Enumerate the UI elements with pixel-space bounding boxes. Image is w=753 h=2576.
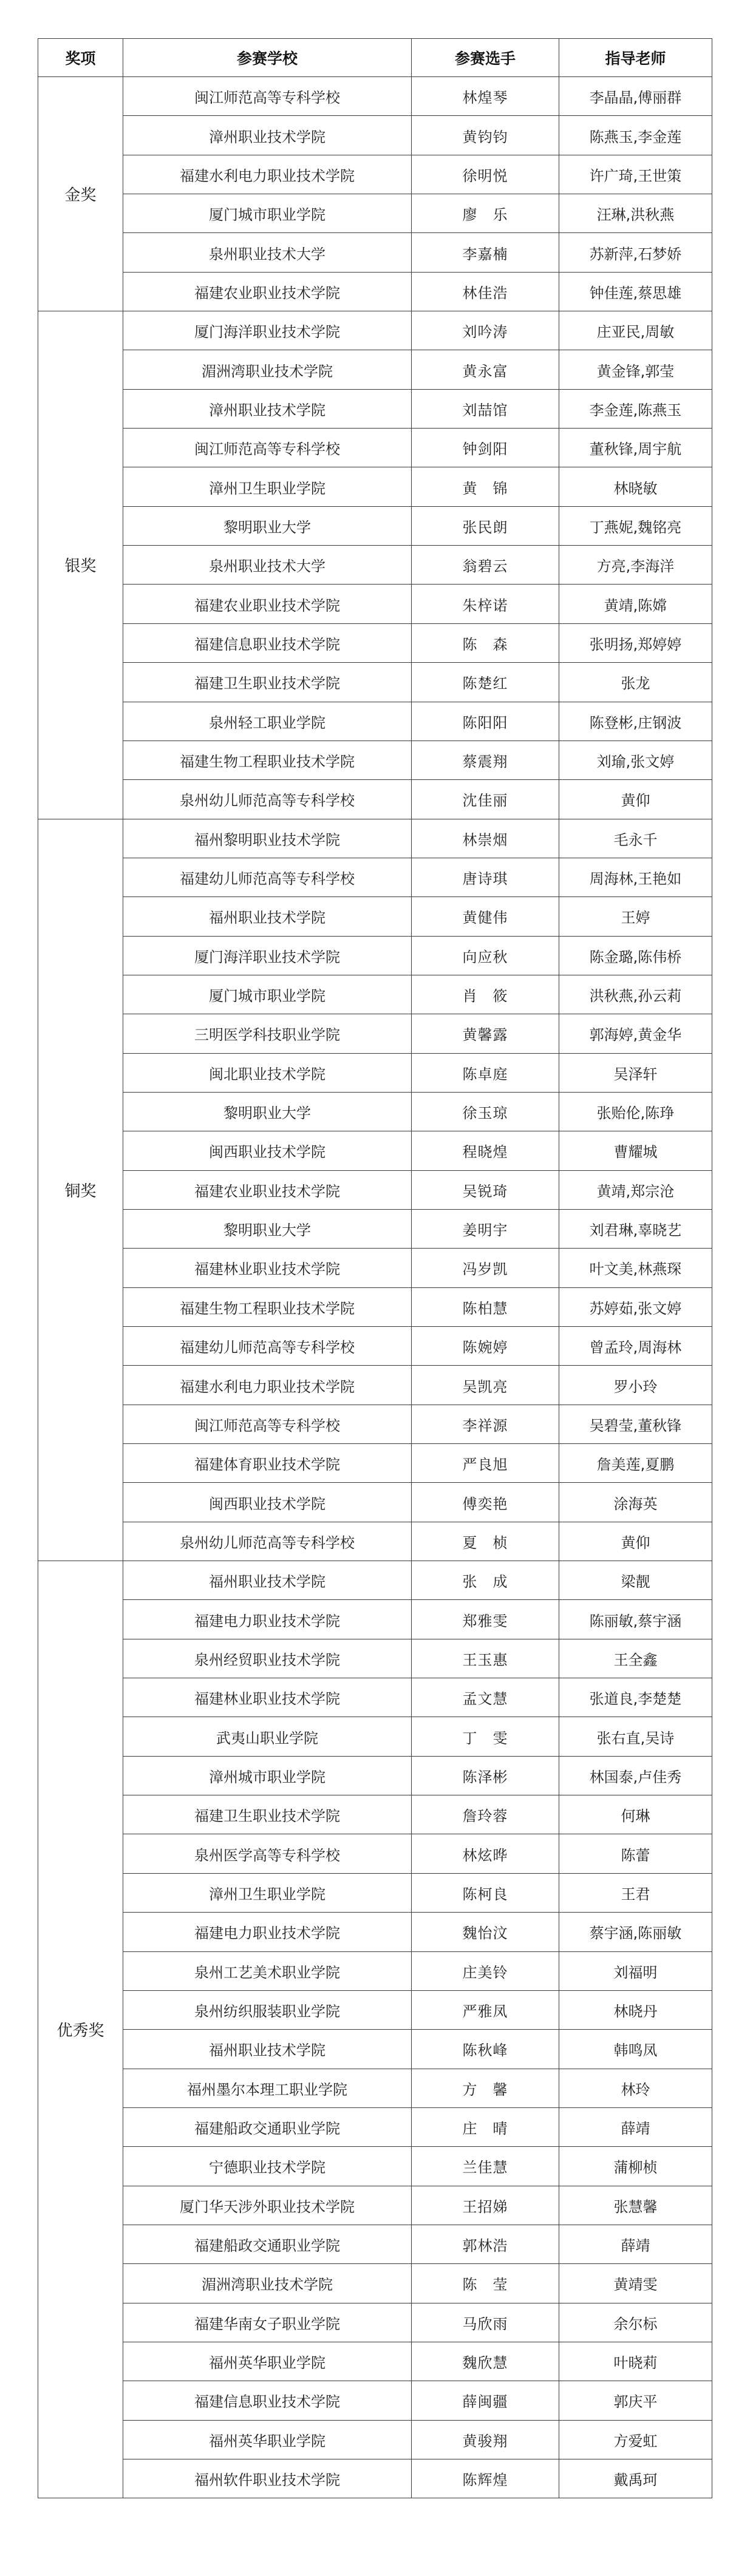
school-cell: 厦门城市职业学院 <box>123 194 412 233</box>
teacher-cell: 林晓敏 <box>559 467 712 506</box>
school-cell: 福州职业技术学院 <box>123 897 412 936</box>
teacher-cell: 庄亚民,周敏 <box>559 311 712 350</box>
table-row <box>38 858 712 897</box>
teacher-cell: 薛靖 <box>559 2107 712 2146</box>
student-cell: 林炫晔 <box>412 1834 559 1873</box>
table-row <box>38 2030 712 2069</box>
teacher-cell: 方亮,李海洋 <box>559 546 712 585</box>
school-cell: 福州软件职业技术学院 <box>123 2459 412 2498</box>
student-cell: 黄馨露 <box>412 1014 559 1053</box>
table-row <box>38 936 712 975</box>
school-cell: 漳州城市职业学院 <box>123 1756 412 1795</box>
student-cell: 孟文慧 <box>412 1678 559 1717</box>
student-cell: 陈楚红 <box>412 663 559 702</box>
table-row <box>38 819 712 858</box>
student-cell: 林煌琴 <box>412 77 559 116</box>
table-row <box>38 2107 712 2146</box>
school-cell: 福建农业职业技术学院 <box>123 272 412 311</box>
table-row <box>38 623 712 662</box>
teacher-cell: 张慧馨 <box>559 2186 712 2225</box>
teacher-cell: 黄靖,陈嫦 <box>559 585 712 623</box>
table-row <box>38 429 712 467</box>
teacher-cell: 张道良,李楚楚 <box>559 1678 712 1717</box>
school-cell: 福建体育职业技术学院 <box>123 1444 412 1483</box>
teacher-cell: 王婷 <box>559 897 712 936</box>
student-cell: 钟剑阳 <box>412 429 559 467</box>
school-cell: 宁德职业技术学院 <box>123 2147 412 2186</box>
student-cell: 方 馨 <box>412 2069 559 2107</box>
table-row <box>38 1209 712 1248</box>
teacher-cell: 董秋锋,周宇航 <box>559 429 712 467</box>
table-row <box>38 1444 712 1483</box>
table-row <box>38 1756 712 1795</box>
teacher-cell: 陈金璐,陈伟桥 <box>559 936 712 975</box>
table-row <box>38 1014 712 1053</box>
student-cell: 吴凯亮 <box>412 1366 559 1405</box>
table-row <box>38 1795 712 1834</box>
school-cell: 福建生物工程职业技术学院 <box>123 1287 412 1326</box>
teacher-cell: 丁燕妮,魏铭亮 <box>559 506 712 545</box>
teacher-cell: 张龙 <box>559 663 712 702</box>
header-row <box>38 39 712 77</box>
teacher-cell: 黄仰 <box>559 780 712 819</box>
student-cell: 李嘉楠 <box>412 233 559 272</box>
student-cell: 吴锐琦 <box>412 1170 559 1209</box>
school-cell: 福建生物工程职业技术学院 <box>123 741 412 779</box>
teacher-cell: 陈丽敏,蔡宇涵 <box>559 1600 712 1639</box>
table-row <box>38 1131 712 1170</box>
school-cell: 福建农业职业技术学院 <box>123 585 412 623</box>
teacher-cell: 罗小玲 <box>559 1366 712 1405</box>
student-cell: 薛闽疆 <box>412 2381 559 2420</box>
school-cell: 福建农业职业技术学院 <box>123 1170 412 1209</box>
table-row <box>38 1717 712 1756</box>
table-row <box>38 2342 712 2381</box>
student-cell: 冯岁凯 <box>412 1249 559 1287</box>
student-cell: 姜明宇 <box>412 1209 559 1248</box>
student-cell: 徐玉琼 <box>412 1092 559 1131</box>
prize-level-cell: 银奖 <box>38 311 123 819</box>
table-body <box>38 77 712 2498</box>
school-cell: 福建幼儿师范高等专科学校 <box>123 1327 412 1366</box>
school-cell: 闽江师范高等专科学校 <box>123 429 412 467</box>
table-row <box>38 2381 712 2420</box>
table-row <box>38 194 712 233</box>
table-row <box>38 506 712 545</box>
student-cell: 严良旭 <box>412 1444 559 1483</box>
student-cell: 李祥源 <box>412 1405 559 1443</box>
teacher-cell: 韩鸣凤 <box>559 2030 712 2069</box>
school-cell: 闽北职业技术学院 <box>123 1053 412 1092</box>
student-cell: 黄骏翔 <box>412 2420 559 2459</box>
student-cell: 蔡震翔 <box>412 741 559 779</box>
teacher-cell: 黄靖雯 <box>559 2264 712 2303</box>
school-cell: 漳州卫生职业学院 <box>123 467 412 506</box>
student-cell: 丁 雯 <box>412 1717 559 1756</box>
table-row <box>38 1522 712 1561</box>
student-cell: 黄钧钧 <box>412 116 559 155</box>
teacher-cell: 涂海英 <box>559 1483 712 1522</box>
table-row <box>38 975 712 1014</box>
student-cell: 陈秋峰 <box>412 2030 559 2069</box>
table-row <box>38 702 712 741</box>
award-table <box>38 38 712 2498</box>
school-cell: 福州英华职业学院 <box>123 2342 412 2381</box>
school-cell: 福建船政交通职业学院 <box>123 2107 412 2146</box>
teacher-cell: 苏婷茹,张文婷 <box>559 1287 712 1326</box>
teacher-cell: 毛永千 <box>559 819 712 858</box>
teacher-cell: 刘福明 <box>559 1951 712 1990</box>
student-cell: 陈婉婷 <box>412 1327 559 1366</box>
school-cell: 福建船政交通职业学院 <box>123 2225 412 2263</box>
school-cell: 泉州职业技术大学 <box>123 546 412 585</box>
school-cell: 泉州医学高等专科学校 <box>123 1834 412 1873</box>
school-cell: 泉州经贸职业技术学院 <box>123 1639 412 1678</box>
school-cell: 福建华南女子职业学院 <box>123 2303 412 2342</box>
table-row <box>38 2264 712 2303</box>
student-cell: 魏怡汶 <box>412 1913 559 1951</box>
teacher-cell: 钟佳莲,蔡思雄 <box>559 272 712 311</box>
table-row <box>38 311 712 350</box>
student-cell: 夏 桢 <box>412 1522 559 1561</box>
table-row <box>38 1678 712 1717</box>
table-row <box>38 897 712 936</box>
school-cell: 福建卫生职业技术学院 <box>123 1795 412 1834</box>
table-header <box>38 39 712 77</box>
student-cell: 郑雅雯 <box>412 1600 559 1639</box>
school-cell: 泉州幼儿师范高等专科学校 <box>123 780 412 819</box>
header-school: 参赛学校 <box>123 39 412 77</box>
student-cell: 兰佳慧 <box>412 2147 559 2186</box>
school-cell: 福州英华职业学院 <box>123 2420 412 2459</box>
school-cell: 黎明职业大学 <box>123 1209 412 1248</box>
teacher-cell: 方爱虹 <box>559 2420 712 2459</box>
school-cell: 漳州职业技术学院 <box>123 389 412 428</box>
student-cell: 魏欣慧 <box>412 2342 559 2381</box>
student-cell: 黄永富 <box>412 350 559 389</box>
school-cell: 厦门海洋职业技术学院 <box>123 936 412 975</box>
teacher-cell: 张明扬,郑婷婷 <box>559 623 712 662</box>
school-cell: 福建电力职业技术学院 <box>123 1913 412 1951</box>
school-cell: 黎明职业大学 <box>123 506 412 545</box>
student-cell: 郭林浩 <box>412 2225 559 2263</box>
school-cell: 湄洲湾职业技术学院 <box>123 2264 412 2303</box>
table-row <box>38 116 712 155</box>
table-row <box>38 389 712 428</box>
school-cell: 泉州工艺美术职业学院 <box>123 1951 412 1990</box>
student-cell: 黄健伟 <box>412 897 559 936</box>
teacher-cell: 曾孟玲,周海林 <box>559 1327 712 1366</box>
table-row <box>38 2420 712 2459</box>
student-cell: 张民朗 <box>412 506 559 545</box>
student-cell: 张 成 <box>412 1561 559 1600</box>
table-row <box>38 546 712 585</box>
school-cell: 闽西职业技术学院 <box>123 1131 412 1170</box>
table-row <box>38 2147 712 2186</box>
school-cell: 福建林业职业技术学院 <box>123 1249 412 1287</box>
student-cell: 詹玲蓉 <box>412 1795 559 1834</box>
school-cell: 福州黎明职业技术学院 <box>123 819 412 858</box>
table-row <box>38 272 712 311</box>
teacher-cell: 陈燕玉,李金莲 <box>559 116 712 155</box>
school-cell: 武夷山职业学院 <box>123 1717 412 1756</box>
student-cell: 王玉惠 <box>412 1639 559 1678</box>
school-cell: 福建林业职业技术学院 <box>123 1678 412 1717</box>
teacher-cell: 曹耀城 <box>559 1131 712 1170</box>
school-cell: 漳州职业技术学院 <box>123 116 412 155</box>
teacher-cell: 李晶晶,傅丽群 <box>559 77 712 116</box>
table-row <box>38 1873 712 1912</box>
student-cell: 肖 筱 <box>412 975 559 1014</box>
teacher-cell: 吴泽轩 <box>559 1053 712 1092</box>
school-cell: 闽西职业技术学院 <box>123 1483 412 1522</box>
school-cell: 福建水利电力职业技术学院 <box>123 155 412 194</box>
student-cell: 王招娣 <box>412 2186 559 2225</box>
student-cell: 庄 晴 <box>412 2107 559 2146</box>
school-cell: 泉州幼儿师范高等专科学校 <box>123 1522 412 1561</box>
table-row <box>38 1913 712 1951</box>
school-cell: 泉州纺织服装职业学院 <box>123 1990 412 2029</box>
student-cell: 陈 森 <box>412 623 559 662</box>
student-cell: 林崇烟 <box>412 819 559 858</box>
student-cell: 翁碧云 <box>412 546 559 585</box>
table-row <box>38 1053 712 1092</box>
student-cell: 庄美铃 <box>412 1951 559 1990</box>
teacher-cell: 李金莲,陈燕玉 <box>559 389 712 428</box>
student-cell: 严雅凤 <box>412 1990 559 2029</box>
school-cell: 福州墨尔本理工职业学院 <box>123 2069 412 2107</box>
table-row <box>38 350 712 389</box>
teacher-cell: 蒲柳桢 <box>559 2147 712 2186</box>
teacher-cell: 黄靖,郑宗沧 <box>559 1170 712 1209</box>
table-row <box>38 1092 712 1131</box>
teacher-cell: 王全鑫 <box>559 1639 712 1678</box>
table-row <box>38 1639 712 1678</box>
teacher-cell: 叶晓莉 <box>559 2342 712 2381</box>
table-row <box>38 2459 712 2498</box>
school-cell: 福建信息职业技术学院 <box>123 623 412 662</box>
school-cell: 福建卫生职业技术学院 <box>123 663 412 702</box>
teacher-cell: 张贻伦,陈琤 <box>559 1092 712 1131</box>
school-cell: 厦门华天涉外职业技术学院 <box>123 2186 412 2225</box>
school-cell: 福建水利电力职业技术学院 <box>123 1366 412 1405</box>
table-row <box>38 233 712 272</box>
header-teacher: 指导老师 <box>559 39 712 77</box>
prize-level-cell: 优秀奖 <box>38 1561 123 2498</box>
teacher-cell: 余尔标 <box>559 2303 712 2342</box>
table-row <box>38 1366 712 1405</box>
student-cell: 黄 锦 <box>412 467 559 506</box>
teacher-cell: 蔡宇涵,陈丽敏 <box>559 1913 712 1951</box>
teacher-cell: 薛靖 <box>559 2225 712 2263</box>
teacher-cell: 周海林,王艳如 <box>559 858 712 897</box>
student-cell: 唐诗琪 <box>412 858 559 897</box>
table-row <box>38 467 712 506</box>
school-cell: 三明医学科技职业学院 <box>123 1014 412 1053</box>
table-row <box>38 1483 712 1522</box>
teacher-cell: 叶文美,林燕琛 <box>559 1249 712 1287</box>
student-cell: 刘喆馆 <box>412 389 559 428</box>
student-cell: 陈柯良 <box>412 1873 559 1912</box>
header-prize: 奖项 <box>38 39 123 77</box>
table-row <box>38 1600 712 1639</box>
header-student: 参赛选手 <box>412 39 559 77</box>
teacher-cell: 林国泰,卢佳秀 <box>559 1756 712 1795</box>
table-row <box>38 1327 712 1366</box>
teacher-cell: 陈登彬,庄钢波 <box>559 702 712 741</box>
school-cell: 福建电力职业技术学院 <box>123 1600 412 1639</box>
teacher-cell: 吴碧莹,董秋锋 <box>559 1405 712 1443</box>
table-row <box>38 2225 712 2263</box>
student-cell: 马欣雨 <box>412 2303 559 2342</box>
teacher-cell: 梁靓 <box>559 1561 712 1600</box>
school-cell: 闽江师范高等专科学校 <box>123 1405 412 1443</box>
table-row <box>38 585 712 623</box>
teacher-cell: 王君 <box>559 1873 712 1912</box>
student-cell: 廖 乐 <box>412 194 559 233</box>
student-cell: 陈泽彬 <box>412 1756 559 1795</box>
teacher-cell: 郭海婷,黄金华 <box>559 1014 712 1053</box>
table-row <box>38 2069 712 2107</box>
teacher-cell: 刘瑜,张文婷 <box>559 741 712 779</box>
teacher-cell: 汪琳,洪秋燕 <box>559 194 712 233</box>
teacher-cell: 许广琦,王世策 <box>559 155 712 194</box>
teacher-cell: 陈蕾 <box>559 1834 712 1873</box>
school-cell: 福州职业技术学院 <box>123 2030 412 2069</box>
table-row <box>38 1287 712 1326</box>
teacher-cell: 洪秋燕,孙云莉 <box>559 975 712 1014</box>
teacher-cell: 林晓丹 <box>559 1990 712 2029</box>
table-row <box>38 2303 712 2342</box>
teacher-cell: 戴禹珂 <box>559 2459 712 2498</box>
student-cell: 陈柏慧 <box>412 1287 559 1326</box>
prize-level-cell: 铜奖 <box>38 819 123 1561</box>
school-cell: 湄洲湾职业技术学院 <box>123 350 412 389</box>
student-cell: 陈卓庭 <box>412 1053 559 1092</box>
teacher-cell: 何琳 <box>559 1795 712 1834</box>
table-row <box>38 1405 712 1443</box>
student-cell: 林佳浩 <box>412 272 559 311</box>
table-row <box>38 1249 712 1287</box>
teacher-cell: 刘君琳,辜晓艺 <box>559 1209 712 1248</box>
teacher-cell: 张右直,吴诗 <box>559 1717 712 1756</box>
student-cell: 陈 莹 <box>412 2264 559 2303</box>
student-cell: 陈阳阳 <box>412 702 559 741</box>
teacher-cell: 黄仰 <box>559 1522 712 1561</box>
student-cell: 程晓煌 <box>412 1131 559 1170</box>
school-cell: 泉州轻工职业学院 <box>123 702 412 741</box>
school-cell: 泉州职业技术大学 <box>123 233 412 272</box>
student-cell: 沈佳丽 <box>412 780 559 819</box>
school-cell: 闽江师范高等专科学校 <box>123 77 412 116</box>
table-row <box>38 1951 712 1990</box>
table-row <box>38 1561 712 1600</box>
table-row <box>38 1834 712 1873</box>
teacher-cell: 苏新萍,石梦娇 <box>559 233 712 272</box>
school-cell: 漳州卫生职业学院 <box>123 1873 412 1912</box>
school-cell: 黎明职业大学 <box>123 1092 412 1131</box>
school-cell: 厦门城市职业学院 <box>123 975 412 1014</box>
school-cell: 福建幼儿师范高等专科学校 <box>123 858 412 897</box>
student-cell: 刘吟涛 <box>412 311 559 350</box>
teacher-cell: 郭庆平 <box>559 2381 712 2420</box>
table-row <box>38 741 712 779</box>
table-row <box>38 155 712 194</box>
table-row <box>38 1170 712 1209</box>
prize-level-cell: 金奖 <box>38 77 123 311</box>
teacher-cell: 黄金锋,郭莹 <box>559 350 712 389</box>
student-cell: 徐明悦 <box>412 155 559 194</box>
school-cell: 厦门海洋职业技术学院 <box>123 311 412 350</box>
table-row <box>38 1990 712 2029</box>
school-cell: 福建信息职业技术学院 <box>123 2381 412 2420</box>
school-cell: 福州职业技术学院 <box>123 1561 412 1600</box>
student-cell: 朱梓诺 <box>412 585 559 623</box>
teacher-cell: 詹美莲,夏鹏 <box>559 1444 712 1483</box>
student-cell: 傅奕艳 <box>412 1483 559 1522</box>
table-row <box>38 780 712 819</box>
student-cell: 向应秋 <box>412 936 559 975</box>
table-row <box>38 2186 712 2225</box>
table-row <box>38 77 712 116</box>
student-cell: 陈辉煌 <box>412 2459 559 2498</box>
table-row <box>38 663 712 702</box>
teacher-cell: 林玲 <box>559 2069 712 2107</box>
